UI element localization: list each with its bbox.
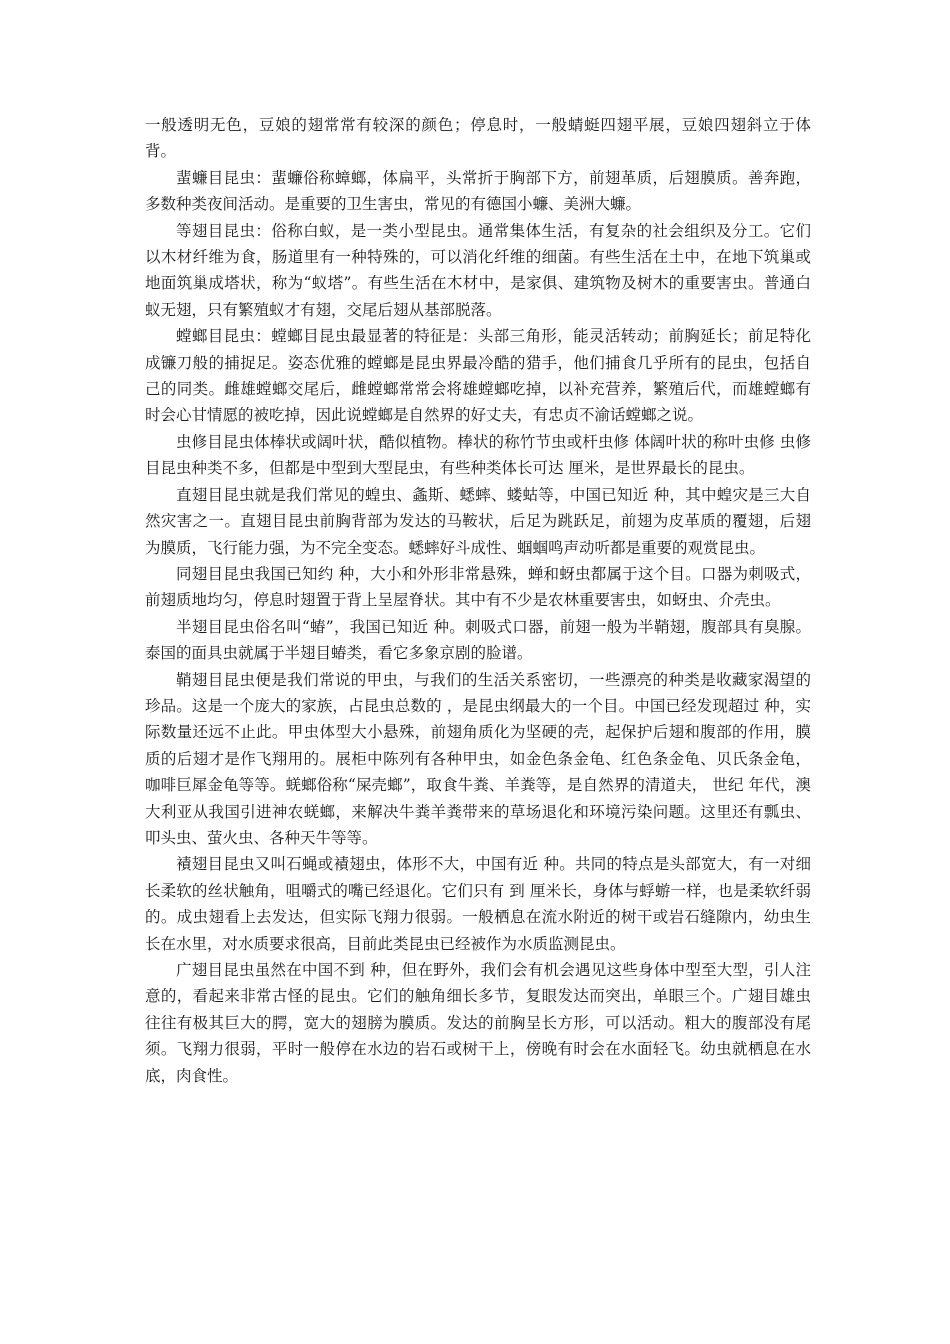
paragraph-homoptera: 同翅目昆虫我国已知约 种，大小和外形非常悬殊，蝉和蚜虫都属于这个目。口器为刺吸式，前翅质地均匀，停息时翅置于背上呈屋脊状。其中有不少是农林重要害虫，如蚜虫、介壳虫。 <box>145 564 811 610</box>
paragraph-coleoptera: 鞘翅目昆虫便是我们常说的甲虫，与我们的生活关系密切，一些漂亮的种类是收藏家渴望的珍品。这是一个庞大的家族，占昆虫总数的 ，是昆虫纲最大的一个目。中国已经发现超过 种，实际数量还远不止此。甲虫体型大小悬殊，前翅角质化为坚硬的壳，起保护后翅和腹部的作用，膜质的后翅才是作飞翔用的。展柜中陈列有各种甲虫，如金色条金龟、红色条金龟、贝氏条金龟，咖啡巨犀金龟等等。蜣螂俗称“屎壳螂”，取食牛粪、羊粪等，是自然界的清道夫， 世纪 年代，澳大利亚从我国引进神农蜣螂，来解决牛粪羊粪带来的草场退化和环境污染问题。这里还有瓢虫、叩头虫、萤火虫、各种天牛等等。 <box>145 670 811 847</box>
paragraph-blattaria: 蜚蠊目昆虫：蜚蠊俗称蟑螂，体扁平，头常折于胸部下方，前翅革质，后翅膜质。善奔跑，多数种类夜间活动。是重要的卫生害虫，常见的有德国小蠊、美洲大蠊。 <box>145 168 811 214</box>
paragraph-orthoptera: 直翅目昆虫就是我们常见的蝗虫、螽斯、蟋蟀、蝼蛄等，中国已知近 种，其中蝗灾是三大自然灾害之一。直翅目昆虫前胸背部为发达的马鞍状，后足为跳跃足，前翅为皮革质的覆翅，后翅为膜质，飞行能力强，为不完全变态。蟋蟀好斗成性、蝈蝈鸣声动听都是重要的观赏昆虫。 <box>145 485 811 557</box>
paragraph-phasmida: 虫修目昆虫体棒状或阔叶状，酷似植物。棒状的称竹节虫或杆虫修 体阔叶状的称叶虫修 虫修目昆虫种类不多，但都是中型到大型昆虫，有些种类体长可达 厘米，是世界最长的昆虫。 <box>145 432 811 478</box>
paragraph-isoptera: 等翅目昆虫：俗称白蚁，是一类小型昆虫。通常集体生活，有复杂的社会组织及分工。它们以木材纤维为食，肠道里有一种特殊的，可以消化纤维的细菌。有些生活在土中，在地下筑巢或地面筑巢成塔状，称为“蚁塔”。有些生活在木材中，是家俱、建筑物及树木的重要害虫。普通白蚁无翅，只有繁殖蚁才有翅，交尾后翅从基部脱落。 <box>145 221 811 319</box>
paragraph-hemiptera: 半翅目昆虫俗名叫“蝽”，我国已知近 种。刺吸式口器，前翅一般为半鞘翅，腹部具有臭腺。泰国的面具虫就属于半翅目蝽类，看它多象京剧的脸谱。 <box>145 617 811 663</box>
document-body <box>145 112 811 1089</box>
paragraph-mantodea: 螳螂目昆虫：螳螂目昆虫最显著的特征是：头部三角形，能灵活转动；前胸延长；前足特化成镰刀般的捕捉足。姿态优雅的螳螂是昆虫界最冷酷的猎手，他们捕食几乎所有的昆虫，包括自己的同类。雌雄螳螂交尾后，雌螳螂常常会将雄螳螂吃掉，以补充营养，繁殖后代，而雄螳螂有时会心甘情愿的被吃掉，因此说螳螂是自然界的好丈夫，有忠贞不渝话螳螂之说。 <box>145 327 811 425</box>
paragraph-plecoptera: 襀翅目昆虫又叫石蝇或襀翅虫，体形不大，中国有近 种。共同的特点是头部宽大，有一对细长柔软的丝状触角，咀嚼式的嘴已经退化。它们只有 到 厘米长，身体与蜉蝣一样，也是柔软纤弱的。成虫翅看上去发达，但实际飞翔力很弱。一般栖息在流水附近的树干或岩石缝隙内，幼虫生长在水里，对水质要求很高，目前此类昆虫已经被作为水质监测昆虫。 <box>145 855 811 953</box>
paragraph-megaloptera: 广翅目昆虫虽然在中国不到 种，但在野外，我们会有机会遇见这些身体中型至大型，引人注意的，看起来非常古怪的昆虫。它们的触角细长多节，复眼发达而突出，单眼三个。广翅目雄虫往往有极其巨大的腭，宽大的翅膀为膜质。发达的前胸呈长方形，可以活动。粗大的腹部没有尾须。飞翔力很弱，平时一般停在水边的岩石或树干上，傍晚有时会在水面轻飞。幼虫就栖息在水底，肉食性。 <box>145 961 811 1085</box>
paragraph-dragonfly-continued: 一般透明无色，豆娘的翅常常有较深的颜色；停息时，一般蜻蜓四翅平展，豆娘四翅斜立于体背。 <box>145 116 811 161</box>
